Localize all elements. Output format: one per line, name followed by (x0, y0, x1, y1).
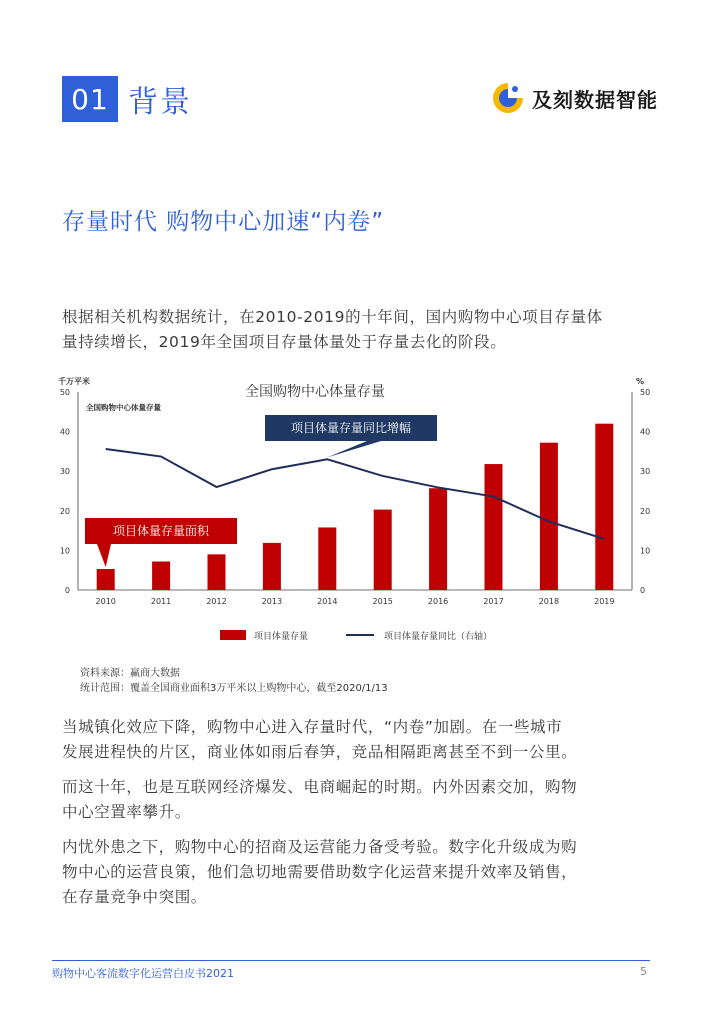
line-callout-pointer (327, 441, 381, 457)
paragraph-line: 中心空置率攀升。 (62, 803, 191, 821)
paragraph-line: 量持续增长，2019年全国项目存量体量处于存量去化的阶段。 (62, 333, 507, 351)
bar-2013 (263, 543, 281, 590)
stock-chart (50, 370, 670, 655)
x-tick-label: 2019 (594, 597, 615, 606)
right-axis-unit: % (636, 377, 645, 386)
bar-2015 (374, 510, 392, 590)
paragraph-line: 根据相关机构数据统计，在2010-2019的十年间，国内购物中心项目存量体 (62, 308, 603, 326)
y-tick-label-left: 30 (59, 467, 70, 477)
bar-2018 (540, 443, 558, 590)
line-callout-text: 项目体量存量同比增幅 (290, 421, 412, 435)
bar-2019 (595, 424, 613, 590)
x-tick-label: 2011 (150, 597, 172, 606)
body-paragraph (62, 835, 662, 910)
y-tick-label-left: 50 (59, 388, 70, 397)
legend-bar-label: 项目体量存量 (254, 632, 309, 642)
legend-bar-swatch (220, 630, 246, 640)
y-tick-label-right: 10 (640, 546, 651, 556)
x-tick-label: 2010 (95, 597, 116, 606)
bar-2016 (429, 488, 447, 590)
paragraph-line: 发展进程快的片区，商业体如雨后春笋，竞品相隔距离甚至不到一公里。 (62, 743, 578, 761)
bar-2011 (152, 561, 170, 590)
body-paragraph (62, 775, 662, 825)
y-tick-label-left: 10 (59, 546, 70, 556)
x-tick-label: 2014 (317, 597, 338, 606)
brand-name: 及刻数据智能 (532, 87, 658, 112)
x-tick-label: 2017 (483, 597, 504, 606)
brand-logo (490, 80, 658, 116)
y-tick-label-left: 0 (64, 586, 70, 595)
x-tick-label: 2018 (538, 597, 560, 606)
y-tick-label-right: 50 (640, 388, 651, 397)
y-tick-label-right: 40 (640, 427, 651, 437)
bird-logo-icon (490, 80, 526, 116)
bar-2017 (485, 464, 503, 590)
footer-divider (52, 960, 650, 961)
paragraph-line: 而这十年，也是互联网经济爆发、电商崛起的时期。内外因素交加，购物 (62, 778, 578, 796)
bar-2012 (208, 554, 226, 590)
bar-2014 (318, 527, 336, 590)
section-number: 01 (62, 76, 118, 122)
y-tick-label-right: 20 (640, 506, 651, 516)
y-tick-label-right: 0 (640, 586, 646, 595)
page-subtitle: 存量时代 购物中心加速“内卷” (62, 209, 385, 235)
x-tick-label: 2015 (372, 597, 393, 606)
y-tick-label-left: 40 (59, 427, 70, 437)
page-number: 5 (640, 965, 647, 978)
y-tick-label-left: 20 (59, 506, 70, 516)
source-note: 资料来源：赢商大数据 (80, 668, 180, 679)
chart-notes (80, 666, 388, 696)
paragraph-line: 当城镇化效应下降，购物中心进入存量时代，“内卷”加剧。在一些城市 (62, 718, 563, 736)
intro-paragraph (62, 305, 662, 355)
section-header (62, 76, 192, 122)
paragraph-line: 物中心的运营良策，他们急切地需要借助数字化运营来提升效率及销售， (62, 863, 578, 881)
body-paragraph (62, 715, 662, 765)
x-tick-label: 2016 (427, 597, 449, 606)
chart-title: 全国购物中心体量存量 (245, 384, 385, 400)
footer-title: 购物中心客流数字化运营白皮书2021 (52, 967, 234, 980)
y-tick-label-right: 30 (640, 467, 651, 477)
bar-callout-text: 项目体量存量面积 (112, 524, 210, 538)
paragraph-line: 在存量竞争中突围。 (62, 888, 207, 906)
chart-inner-label: 全国购物中心体量存量 (86, 403, 161, 412)
paragraph-line: 内忧外患之下，购物中心的招商及运营能力备受考验。数字化升级成为购 (62, 838, 578, 856)
legend-line-label: 项目体量存量同比（右轴） (384, 632, 493, 642)
x-tick-label: 2013 (261, 597, 283, 606)
section-title: 背景 (128, 85, 192, 120)
scope-note: 统计范围：覆盖全国商业面积3万平米以上购物中心，截至2020/1/13 (80, 683, 388, 694)
x-tick-label: 2012 (206, 597, 227, 606)
bar-callout-pointer (97, 544, 111, 567)
left-axis-unit: 千万平米 (58, 377, 90, 386)
bar-2010 (97, 569, 115, 590)
